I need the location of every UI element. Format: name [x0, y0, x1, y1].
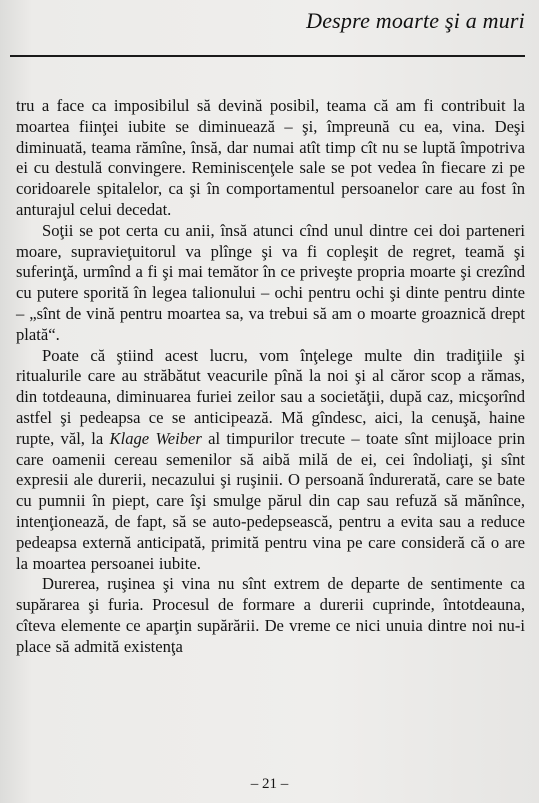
text-run: Soţii se pot certa cu anii, însă atunci cînd unul dintre cei doi parteneri moare, supravieţuitorul va plînge şi va fi copleşit de regret, teamă şi suferinţă, urmînd a fi şi mai temător în ce priveşte propria moarte şi crezînd cu putere sporită în legea talionului – ochi pentru ochi şi dinte pentru dinte – „sînt de vină pentru moartea sa, va trebui să am o moarte groaznică drept plată“.: [16, 220, 525, 344]
header-rule: [10, 55, 525, 57]
text-run: tru a face ca imposibilul să devină posibil, teama că am fi contribuit la moartea fiinţei iubite se diminuează – şi, împreună cu ea, vina. Deşi diminuată, teama rămîne, însă, dar numai atît timp cît nu se luptă împotriva ei cu destulă convingere. Reminiscenţele sale se pot vedea în fiecare zi pe coridoarele spitalelor, ca şi în comportamentul persoanelor care au fost în anturajul celui decedat.: [16, 96, 525, 219]
text-run: al timpurilor trecute – toate sînt mijloace prin care oamenii cereau semenilor să aibă milă de ei, cei îndoliaţi, şi sînt expresii ale durerii, necazului şi ruşinii. O persoană îndurerată, care se bate cu pumnii în piept, care îşi smulge părul din cap sau refuză să mănînce, intenţionează, de fapt, să se auto-pedepsească, pentru a evita sau a reduce pedeapsa externă anticipată, primită pentru vina pe care consideră că o are la moartea persoanei iubite.: [16, 428, 525, 573]
text-run: Poate că ştiind acest lucru, vom înţelege multe din tradiţiile şi ritualurile care au străbătut veacurile pînă la noi şi al căror scop a rămas, din totdeauna, diminuarea furiei zeilor sau a societăţii, după caz, micşorînd astfel şi pedeapsa ce se anticipează. Mă gîndesc, aici, la cenuşă, haine rupte, văl, la: [16, 345, 525, 448]
text-run: Durerea, ruşinea şi vina nu sînt extrem de departe de sentimente ca supărarea şi furia. Procesul de formare a durerii cuprinde, întotdeauna, cîteva elemente ce aparţin supărării. De vreme ce nici unuia dintre noi nu-i place să admită existenţa: [16, 574, 525, 656]
paragraph: [16, 221, 525, 346]
italic-term: Klage Weiber: [109, 428, 202, 448]
paragraph: [16, 96, 525, 221]
page-number: – 21 –: [250, 776, 289, 792]
running-head: Despre moarte şi a muri: [306, 8, 525, 33]
body-text: [16, 96, 525, 658]
paragraph: [16, 346, 525, 575]
paragraph: [16, 574, 525, 657]
